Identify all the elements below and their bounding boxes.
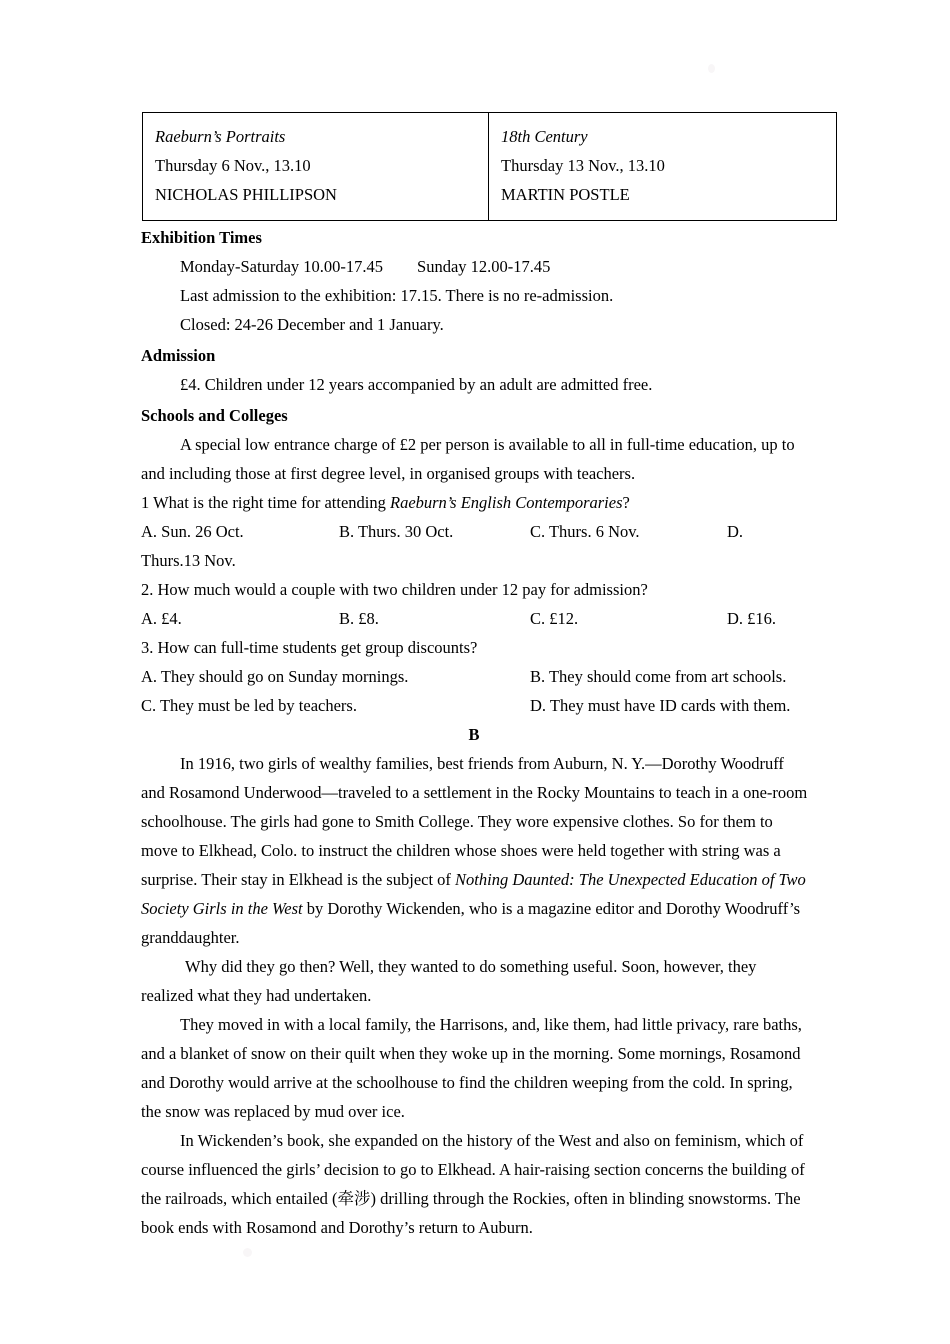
passage-label-b: B	[468, 725, 480, 744]
question-3-option-d[interactable]: D. They must have ID cards with them.	[530, 696, 791, 715]
question-2-options-row	[141, 604, 811, 633]
passage-paragraph-2: Why did they go then? Well, they wanted to do something useful. Soon, however, they realized what they had undertaken.	[141, 957, 757, 1005]
exhibition-times-line-2: Last admission to the exhibition: 17.15. There is no re-admission.	[180, 286, 614, 305]
question-3-options-row-2	[141, 691, 811, 720]
lecture-speaker-left: NICHOLAS PHILLIPSON	[155, 185, 337, 204]
question-2-option-c[interactable]: C. £12.	[530, 609, 579, 628]
passage-p1-run-3: by Dorothy Wickenden, who is a magazine editor and Dorothy Woodruff’s granddaughter.	[141, 899, 801, 947]
section-heading-exhibition-times: Exhibition Times	[141, 228, 262, 247]
schools-and-colleges-paragraph: A special low entrance charge of £2 per person is available to all in full-time education, up to and including those at first degree level, in organised groups with teachers.	[141, 435, 795, 483]
section-heading-schools-and-colleges: Schools and Colleges	[141, 406, 288, 425]
question-1-option-b[interactable]: B. Thurs. 30 Oct.	[339, 522, 454, 541]
passage-paragraph-3: They moved in with a local family, the Harrisons, and, like them, had little privacy, rare baths, and a blanket of snow on their quilt when they woke up in the morning. Some mornings, Rosamond and Dorothy would arrive at the schoolhouse to find the children weeping from the cold. In spring, the snow was replaced by mud over ice.	[141, 1015, 802, 1121]
passage-paragraph-4: In Wickenden’s book, she expanded on the history of the West and also on feminism, which of course influenced the girls’ decision to go to Elkhead. A hair-raising section concerns the building of the railroads, which entailed (牵涉) drilling through the Rockies, often in blinding snowstorms. The book ends with Rosamond and Dorothy’s return to Auburn.	[141, 1131, 805, 1237]
question-3-option-b[interactable]: B. They should come from art schools.	[530, 667, 787, 686]
exhibition-times-weekday: Monday-Saturday 10.00-17.45	[180, 257, 384, 276]
scan-artifact-top	[708, 64, 715, 73]
lecture-date-right: Thursday 13 Nov., 13.10	[501, 156, 665, 175]
lecture-title-left: Raeburn’s Portraits	[155, 127, 286, 146]
question-1-option-c[interactable]: C. Thurs. 6 Nov.	[530, 522, 640, 541]
section-heading-admission: Admission	[141, 346, 216, 365]
question-1-option-a[interactable]: A. Sun. 26 Oct.	[141, 522, 244, 541]
schedule-cell-right	[489, 113, 837, 221]
exhibition-times-line-3: Closed: 24-26 December and 1 January.	[180, 315, 444, 334]
lecture-date-left: Thursday 6 Nov., 13.10	[155, 156, 311, 175]
schedule-cell-left	[143, 113, 489, 221]
passage-paragraph-1	[141, 749, 811, 952]
question-3-options-row-1	[141, 662, 811, 691]
question-1-options-row	[141, 517, 811, 546]
passage-p1-run-1: In 1916, two girls of wealthy families, best friends from Auburn, N. Y.—Dorothy Woodruff and Rosamond Underwood—traveled to a settlement in the Rocky Mountains to teach in a one-room schoolhouse. The girls had gone to Smith College. They wore expensive clothes. So for them to move to Elkhead, Colo. to instruct the children whose shoes were held together with string was a surprise. Their stay in Elkhead is the subject of	[141, 754, 808, 889]
lecture-title-right: 18th Century	[501, 127, 588, 146]
question-2-option-b[interactable]: B. £8.	[339, 609, 379, 628]
lecture-speaker-right: MARTIN POSTLE	[501, 185, 630, 204]
scan-artifact-bottom	[243, 1248, 252, 1257]
question-1-stem-prefix: 1 What is the right time for attending	[141, 493, 390, 512]
question-3-option-a[interactable]: A. They should go on Sunday mornings.	[141, 667, 409, 686]
question-1-option-d-continuation[interactable]: Thurs.13 Nov.	[141, 551, 236, 570]
lecture-schedule-table	[142, 112, 837, 221]
question-2-option-d[interactable]: D. £16.	[727, 609, 777, 628]
question-1-stem	[141, 488, 811, 517]
question-1-stem-suffix: ?	[622, 493, 630, 512]
document-body	[141, 112, 811, 1242]
table-row	[143, 113, 837, 221]
passage-p1-book-title: Nothing Daunted: The Unexpected Education of Two Society Girls in the West	[141, 870, 806, 918]
admission-line-1: £4. Children under 12 years accompanied by an adult are admitted free.	[180, 375, 653, 394]
question-2-option-a[interactable]: A. £4.	[141, 609, 182, 628]
exhibition-times-line-1	[141, 252, 811, 281]
question-3-stem: 3. How can full-time students get group discounts?	[141, 638, 478, 657]
question-1-stem-italic: Raeburn’s English Contemporaries	[389, 493, 623, 512]
question-1-option-d[interactable]: D.	[727, 522, 744, 541]
question-3-option-c[interactable]: C. They must be led by teachers.	[141, 696, 357, 715]
question-2-stem: 2. How much would a couple with two children under 12 pay for admission?	[141, 580, 648, 599]
exhibition-times-sunday: Sunday 12.00-17.45	[417, 257, 551, 276]
